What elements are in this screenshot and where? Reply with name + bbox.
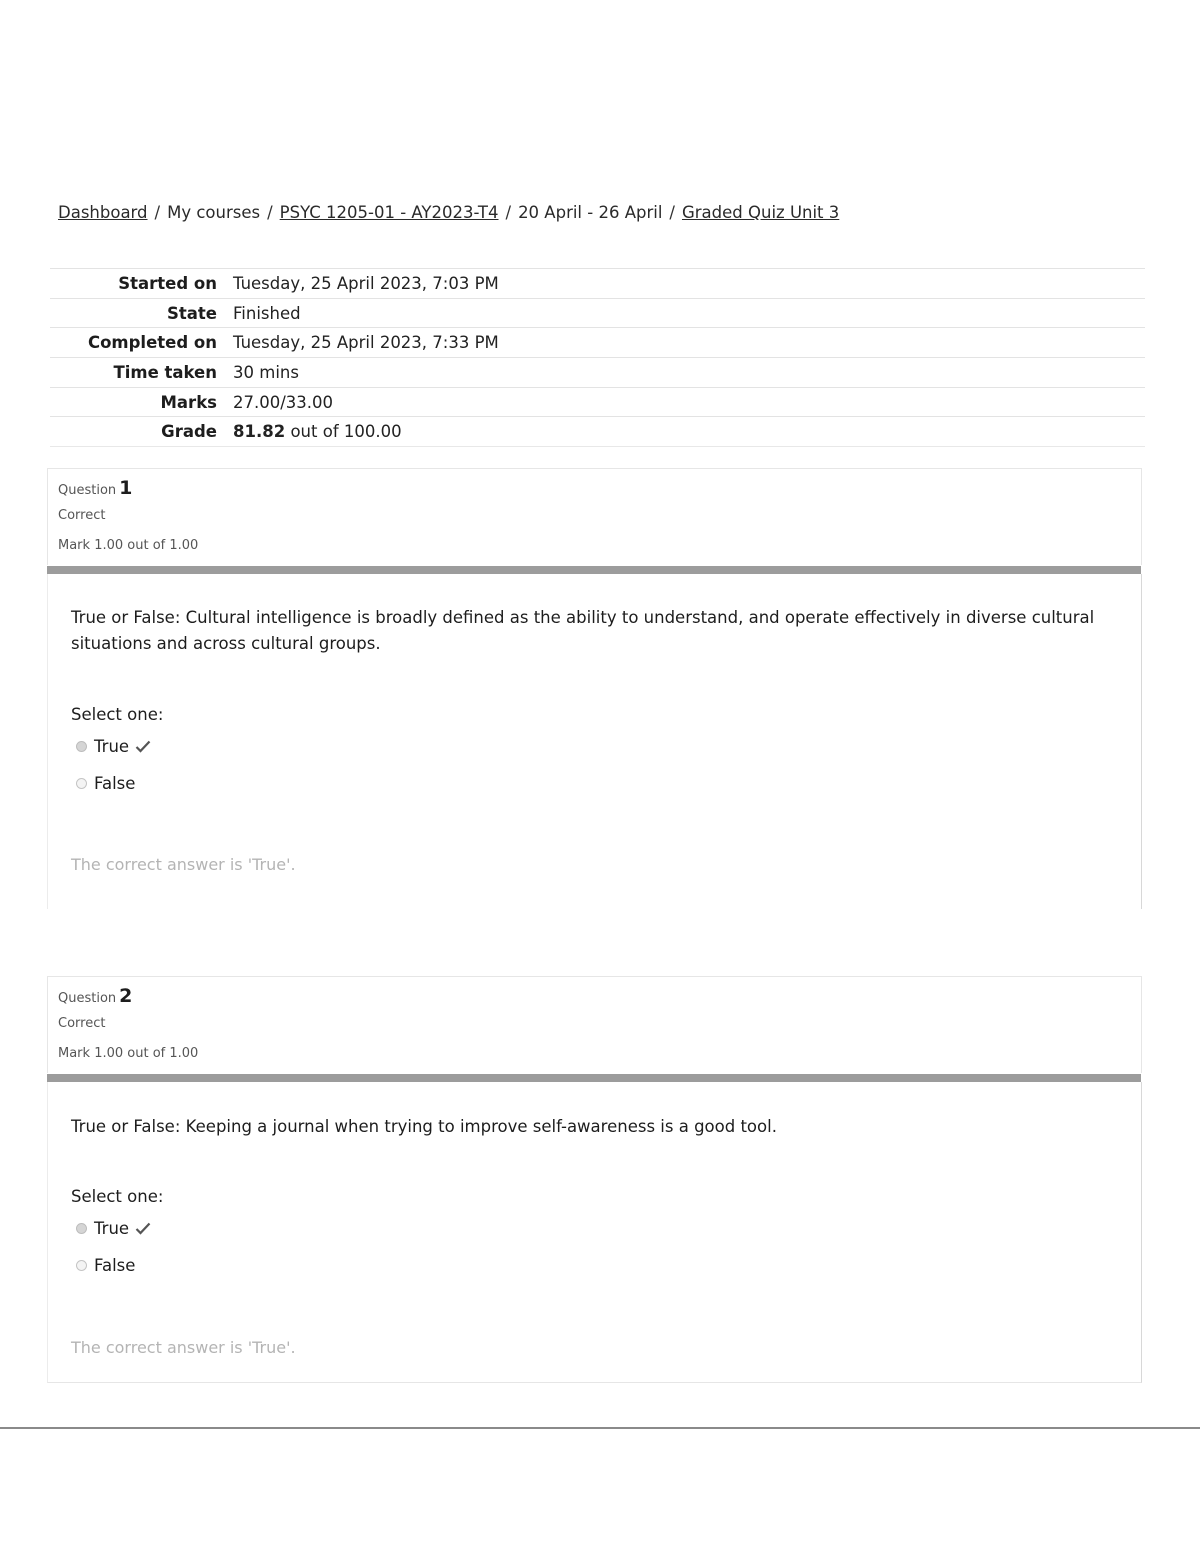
summary-value: Tuesday, 25 April 2023, 7:03 PM [233, 273, 499, 293]
summary-label: Marks [160, 392, 217, 412]
summary-value: Tuesday, 25 April 2023, 7:33 PM [233, 333, 499, 353]
summary-row-grade [50, 417, 1145, 447]
question-number [58, 985, 132, 1007]
grade-suffix: out of 100.00 [290, 422, 402, 442]
page-bottom-divider [0, 1427, 1200, 1429]
question-number-label: Question [58, 483, 117, 498]
summary-label: Started on [118, 273, 217, 293]
question-divider [47, 566, 1141, 574]
answer-label: True [94, 737, 130, 756]
question-text: True or False: Cultural intelligence is broadly defined as the ability to understand, and operate effectively in diverse cultural situations and across cultural groups. [71, 608, 1095, 653]
question-content [47, 1082, 1142, 1383]
summary-value [233, 417, 1145, 447]
summary-row-started [50, 269, 1145, 299]
question-number-value: 2 [119, 985, 133, 1007]
summary-label: State [167, 303, 217, 323]
summary-value: 27.00/33.00 [233, 392, 334, 412]
correct-answer-feedback: The correct answer is 'True'. [71, 1338, 296, 1357]
summary-label: Time taken [113, 362, 217, 382]
question-content [47, 574, 1142, 909]
summary-row-marks [50, 387, 1145, 417]
check-icon [135, 740, 151, 753]
question-info [47, 976, 1142, 1073]
breadcrumb-week: 20 April - 26 April [518, 203, 663, 222]
summary-value: Finished [233, 303, 301, 323]
check-icon [135, 1222, 151, 1235]
correct-answer-feedback: The correct answer is 'True'. [71, 855, 296, 874]
question-grade: Mark 1.00 out of 1.00 [58, 1046, 199, 1061]
radio-button-checked[interactable] [76, 1223, 87, 1234]
answer-label: False [94, 774, 136, 793]
answer-option-false[interactable] [76, 774, 135, 793]
breadcrumb [58, 203, 839, 222]
select-one-prompt: Select one: [71, 1187, 164, 1206]
answer-label: True [94, 1219, 130, 1238]
breadcrumb-my-courses: My courses [167, 203, 261, 222]
summary-label: Completed on [87, 333, 217, 353]
breadcrumb-separator: / [154, 203, 161, 222]
question-info [47, 468, 1142, 565]
radio-button-checked[interactable] [76, 741, 87, 752]
question-number-label: Question [58, 991, 117, 1006]
question-text: True or False: Keeping a journal when trying to improve self-awareness is a good tool. [71, 1117, 777, 1136]
question-state: Correct [58, 508, 106, 523]
summary-value: 30 mins [233, 362, 299, 382]
breadcrumb-quiz-link[interactable]: Graded Quiz Unit 3 [681, 203, 840, 222]
question-state: Correct [58, 1016, 106, 1031]
question-grade: Mark 1.00 out of 1.00 [58, 538, 199, 553]
breadcrumb-separator: / [669, 203, 675, 222]
answer-option-true[interactable] [76, 1219, 151, 1238]
summary-row-completed [50, 328, 1145, 358]
radio-button[interactable] [76, 1260, 87, 1271]
answer-option-false[interactable] [76, 1256, 135, 1275]
radio-button[interactable] [76, 778, 87, 789]
summary-label: Grade [161, 422, 217, 442]
answer-option-true[interactable] [76, 737, 151, 756]
grade-value: 81.82 [233, 422, 286, 442]
question-divider [47, 1074, 1141, 1082]
question-number-value: 1 [119, 477, 133, 499]
attempt-summary-table [50, 268, 1145, 447]
question-number [58, 477, 132, 499]
summary-row-time-taken [50, 358, 1145, 388]
summary-row-state [50, 298, 1145, 328]
select-one-prompt: Select one: [71, 705, 164, 724]
breadcrumb-dashboard-link[interactable]: Dashboard [58, 203, 148, 222]
breadcrumb-separator: / [505, 203, 512, 222]
answer-label: False [94, 1256, 136, 1275]
breadcrumb-course-link[interactable]: PSYC 1205-01 - AY2023-T4 [279, 203, 499, 222]
breadcrumb-separator: / [267, 203, 273, 222]
